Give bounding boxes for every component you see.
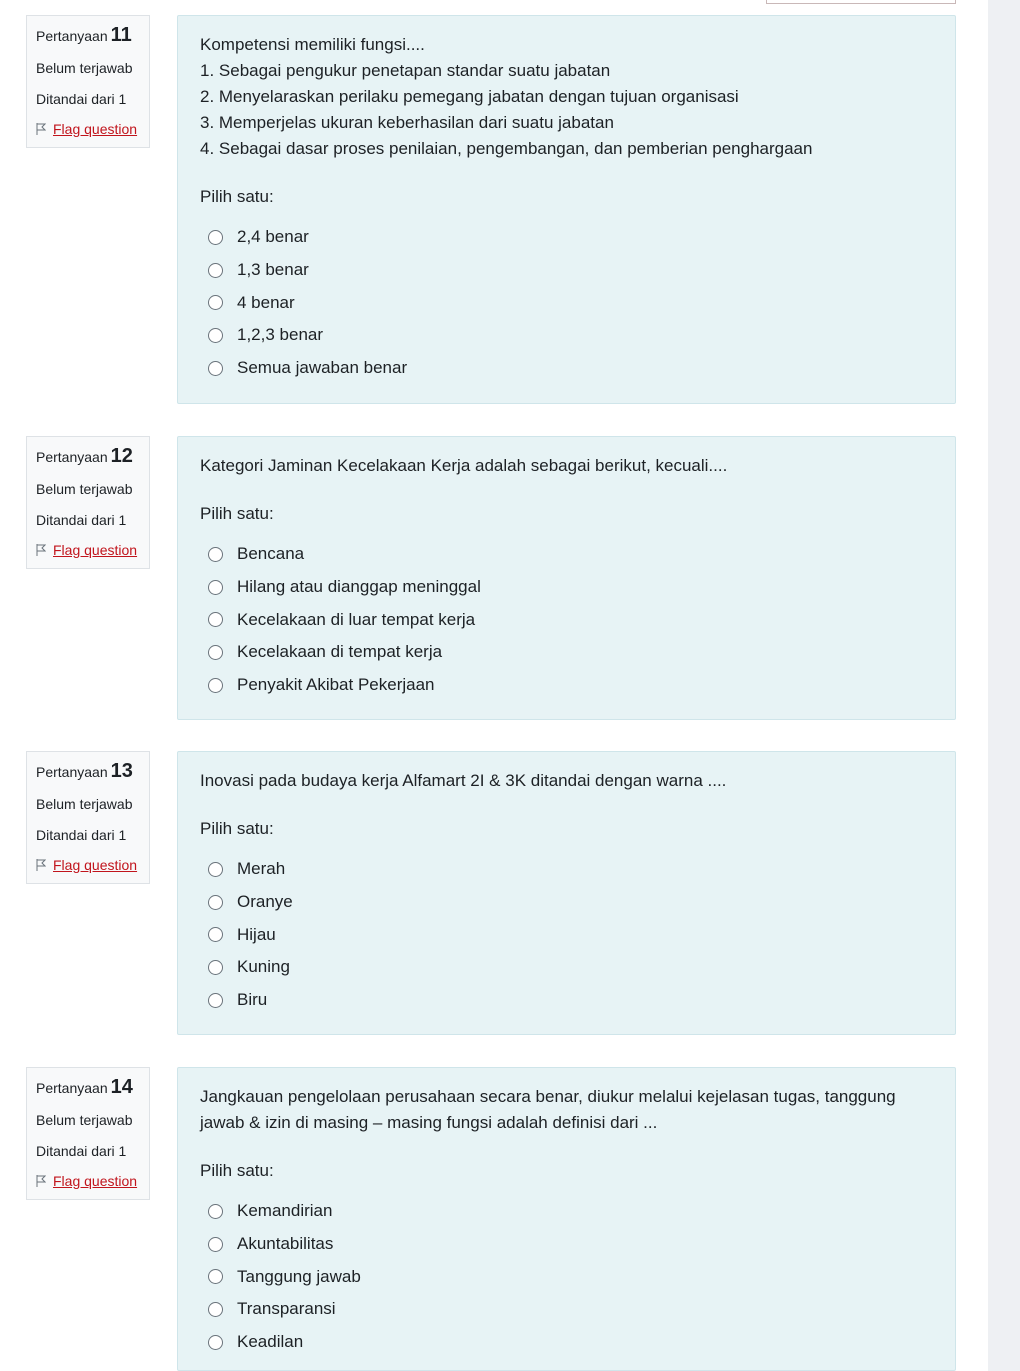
question-grade: Ditandai dari 1: [36, 91, 127, 107]
question-grade: Ditandai dari 1: [36, 512, 127, 528]
question-grade: Ditandai dari 1: [36, 1143, 127, 1159]
radio-button[interactable]: [208, 263, 223, 278]
question-info: [26, 1067, 150, 1200]
answer-prompt: Pilih satu:: [200, 504, 274, 523]
radio-button[interactable]: [208, 678, 223, 693]
question-state: Belum terjawab: [36, 60, 133, 76]
flag-question-link[interactable]: Flag question: [36, 1173, 149, 1189]
radio-button[interactable]: [208, 862, 223, 877]
answer-option[interactable]: Hilang atau dianggap meninggal: [200, 571, 933, 604]
question-content: [177, 15, 956, 404]
radio-button[interactable]: [208, 230, 223, 245]
question-text: Kompetensi memiliki fungsi.... 1. Sebagai pengukur penetapan standar suatu jabatan 2. Menyelaraskan perilaku pemegang jabatan dengan tujuan organisasi 3. Memperjelas ukuran keberhasilan dari suatu jabatan 4. Sebagai dasar proses penilaian, pengembangan, dan pemberian penghargaan: [200, 35, 813, 158]
question-state: Belum terjawab: [36, 481, 133, 497]
question-text: Jangkauan pengelolaan perusahaan secara benar, diukur melalui kejelasan tugas, tanggung jawab & izin di masing – masing fungsi adalah definisi dari ...: [200, 1087, 896, 1132]
radio-button[interactable]: [208, 1237, 223, 1252]
question-text: Kategori Jaminan Kecelakaan Kerja adalah sebagai berikut, kecuali....: [200, 456, 728, 475]
answer-option[interactable]: Keadilan: [200, 1326, 933, 1359]
top-navigation-box: [766, 0, 956, 4]
question-number: Pertanyaan 11: [36, 24, 132, 46]
radio-button[interactable]: [208, 993, 223, 1008]
answer-option[interactable]: Penyakit Akibat Pekerjaan: [200, 669, 933, 702]
answer-option[interactable]: Kecelakaan di tempat kerja: [200, 636, 933, 669]
answer-options: [200, 538, 933, 701]
flag-icon: [36, 859, 46, 871]
answer-option[interactable]: Biru: [200, 984, 933, 1017]
radio-button[interactable]: [208, 1269, 223, 1284]
answer-option[interactable]: Semua jawaban benar: [200, 352, 933, 385]
answer-prompt: Pilih satu:: [200, 187, 274, 206]
answer-option[interactable]: Tanggung jawab: [200, 1260, 933, 1293]
question-number: Pertanyaan 13: [36, 760, 133, 782]
radio-button[interactable]: [208, 960, 223, 975]
flag-icon: [36, 544, 46, 556]
answer-option[interactable]: 4 benar: [200, 286, 933, 319]
answer-prompt: Pilih satu:: [200, 1161, 274, 1180]
question-info: [26, 436, 150, 569]
flag-icon: [36, 123, 46, 135]
answer-option[interactable]: 1,2,3 benar: [200, 319, 933, 352]
radio-button[interactable]: [208, 895, 223, 910]
answer-option[interactable]: Hijau: [200, 918, 933, 951]
answer-option[interactable]: Transparansi: [200, 1293, 933, 1326]
radio-button[interactable]: [208, 547, 223, 562]
question-info: [26, 751, 150, 884]
answer-option[interactable]: Kuning: [200, 951, 933, 984]
answer-option[interactable]: Kecelakaan di luar tempat kerja: [200, 603, 933, 636]
question-info: [26, 15, 150, 148]
radio-button[interactable]: [208, 1302, 223, 1317]
question-content: [177, 1067, 956, 1371]
radio-button[interactable]: [208, 580, 223, 595]
answer-option[interactable]: Akuntabilitas: [200, 1228, 933, 1261]
question-content: [177, 751, 956, 1035]
page-scrollbar[interactable]: [988, 0, 1020, 1371]
flag-icon: [36, 1175, 46, 1187]
radio-button[interactable]: [208, 295, 223, 310]
question-state: Belum terjawab: [36, 796, 133, 812]
radio-button[interactable]: [208, 361, 223, 376]
question-number: Pertanyaan 12: [36, 445, 133, 467]
answer-option[interactable]: Kemandirian: [200, 1195, 933, 1228]
flag-question-link[interactable]: Flag question: [36, 121, 149, 137]
question-content: [177, 436, 956, 720]
flag-question-link[interactable]: Flag question: [36, 857, 149, 873]
question-grade: Ditandai dari 1: [36, 827, 127, 843]
radio-button[interactable]: [208, 645, 223, 660]
question-text: Inovasi pada budaya kerja Alfamart 2I & 3K ditandai dengan warna ....: [200, 771, 727, 790]
answer-options: [200, 221, 933, 384]
radio-button[interactable]: [208, 328, 223, 343]
answer-option[interactable]: 1,3 benar: [200, 254, 933, 287]
question-number: Pertanyaan 14: [36, 1076, 133, 1098]
flag-question-link[interactable]: Flag question: [36, 542, 149, 558]
question-state: Belum terjawab: [36, 1112, 133, 1128]
answer-option[interactable]: Oranye: [200, 886, 933, 919]
answer-options: [200, 1195, 933, 1358]
answer-options: [200, 853, 933, 1016]
answer-option[interactable]: Bencana: [200, 538, 933, 571]
answer-prompt: Pilih satu:: [200, 819, 274, 838]
answer-option[interactable]: 2,4 benar: [200, 221, 933, 254]
radio-button[interactable]: [208, 1204, 223, 1219]
radio-button[interactable]: [208, 927, 223, 942]
answer-option[interactable]: Merah: [200, 853, 933, 886]
radio-button[interactable]: [208, 612, 223, 627]
radio-button[interactable]: [208, 1335, 223, 1350]
